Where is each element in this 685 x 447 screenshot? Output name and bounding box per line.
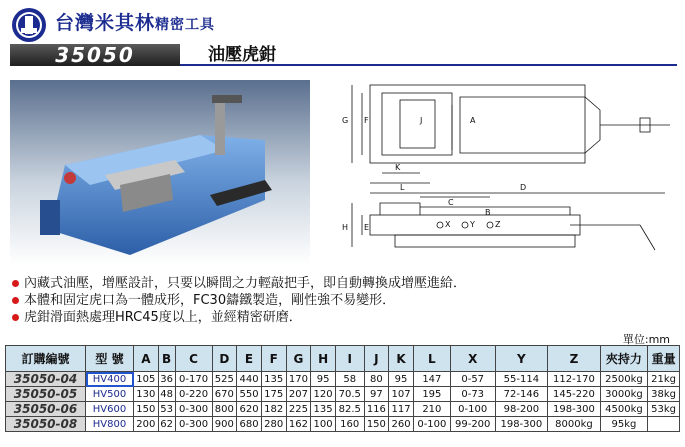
table-cell: 207 — [286, 387, 311, 402]
table-cell: 4500kg — [600, 402, 647, 417]
header-cell: F — [261, 346, 286, 372]
model-type-cell: HV600 — [86, 402, 134, 417]
bullet-icon — [12, 314, 19, 321]
brand-subtitle: 精密工具 — [155, 17, 216, 33]
header-cell: H — [311, 346, 336, 372]
header-cell: G — [286, 346, 311, 372]
table-cell: 440 — [237, 372, 262, 387]
table-cell: 53 — [158, 402, 175, 417]
dim-label-k: K — [395, 163, 401, 172]
table-cell: 105 — [134, 372, 159, 387]
table-cell: 38kg — [648, 387, 680, 402]
feature-item: 內藏式油壓，增壓設計，只要以瞬間之力輕敲把手，即自動轉換成增壓進給． — [12, 275, 466, 292]
table-cell: 210 — [413, 402, 450, 417]
technical-drawing — [340, 75, 680, 265]
table-cell: 95 — [311, 372, 336, 387]
table-cell: 0-300 — [175, 402, 212, 417]
table-cell: 72-146 — [495, 387, 548, 402]
dim-label-x: X — [445, 220, 451, 229]
table-row — [6, 417, 680, 432]
table-cell: 95kg — [600, 417, 647, 432]
table-cell: 36 — [158, 372, 175, 387]
dim-label-d: D — [520, 183, 527, 192]
dim-label-b: B — [485, 208, 491, 217]
header-cell: K — [389, 346, 414, 372]
dim-label-c: C — [448, 198, 454, 207]
table-cell: 200 — [134, 417, 159, 432]
table-cell: 280 — [261, 417, 286, 432]
feature-item: 本體和固定虎口為一體成形，FC30鑄鐵製造，剛性強不易變形． — [12, 292, 466, 309]
table-cell — [648, 417, 680, 432]
table-cell: 225 — [286, 402, 311, 417]
table-cell: 800 — [212, 402, 237, 417]
table-cell: 116 — [364, 402, 389, 417]
product-title: 油壓虎鉗 — [208, 45, 276, 65]
table-cell: 175 — [261, 387, 286, 402]
header-cell: X — [450, 346, 495, 372]
header-cell: 訂購編號 — [6, 346, 86, 372]
model-number: 35050 — [10, 44, 180, 66]
dim-label-h: H — [342, 223, 349, 232]
table-cell: 145-220 — [548, 387, 601, 402]
table-cell: 97 — [364, 387, 389, 402]
unit-label: 單位:mm — [622, 333, 670, 346]
title-bar — [180, 44, 677, 66]
header-cell: D — [212, 346, 237, 372]
table-cell: 0-300 — [175, 417, 212, 432]
table-cell: 100 — [311, 417, 336, 432]
table-cell: 53kg — [648, 402, 680, 417]
header-cell: Y — [495, 346, 548, 372]
dim-label-j: J — [420, 116, 423, 125]
header-cell: 型 號 — [86, 346, 134, 372]
table-cell: 550 — [237, 387, 262, 402]
header-cell: 重量 — [648, 346, 680, 372]
header-cell: 夾持力 — [600, 346, 647, 372]
table-cell: 182 — [261, 402, 286, 417]
table-cell: 900 — [212, 417, 237, 432]
table-cell: 147 — [413, 372, 450, 387]
feature-list — [12, 275, 466, 326]
dim-label-f: F — [364, 116, 369, 125]
table-cell: 198-300 — [548, 402, 601, 417]
header-cell: I — [335, 346, 364, 372]
order-code-cell: 35050-08 — [6, 417, 86, 432]
table-body — [6, 372, 680, 432]
table-cell: 620 — [237, 402, 262, 417]
table-cell: 162 — [286, 417, 311, 432]
dim-label-g: G — [342, 116, 349, 125]
product-photo — [10, 80, 310, 265]
order-code-cell: 35050-05 — [6, 387, 86, 402]
header-cell: L — [413, 346, 450, 372]
table-cell: 135 — [311, 402, 336, 417]
brand-name — [55, 8, 215, 35]
table-cell: 3000kg — [600, 387, 647, 402]
model-type-cell: HV400 — [86, 372, 134, 387]
table-cell: 82.5 — [335, 402, 364, 417]
table-cell: 198-300 — [495, 417, 548, 432]
table-cell: 135 — [261, 372, 286, 387]
table-cell: 55-114 — [495, 372, 548, 387]
brand-logo — [10, 6, 48, 44]
order-code-cell: 35050-04 — [6, 372, 86, 387]
table-cell: 99-200 — [450, 417, 495, 432]
dim-label-y: Y — [470, 220, 475, 229]
table-row — [6, 387, 680, 402]
table-cell: 0-100 — [413, 417, 450, 432]
feature-item: 虎鉗滑面熱處理HRC45度以上，並經精密研磨． — [12, 309, 466, 326]
table-cell: 0-57 — [450, 372, 495, 387]
table-cell: 195 — [413, 387, 450, 402]
table-cell: 80 — [364, 372, 389, 387]
dim-label-e: E — [364, 223, 370, 232]
table-cell: 0-100 — [450, 402, 495, 417]
table-cell: 8000kg — [548, 417, 601, 432]
header-cell: A — [134, 346, 159, 372]
bullet-icon — [12, 280, 19, 287]
table-cell: 0-170 — [175, 372, 212, 387]
header-cell: Z — [548, 346, 601, 372]
table-cell: 95 — [389, 372, 414, 387]
table-cell: 117 — [389, 402, 414, 417]
table-cell: 48 — [158, 387, 175, 402]
table-header-row — [6, 346, 680, 372]
table-cell: 160 — [335, 417, 364, 432]
dim-label-a: A — [470, 116, 476, 125]
table-cell: 680 — [237, 417, 262, 432]
header-cell: E — [237, 346, 262, 372]
table-cell: 58 — [335, 372, 364, 387]
table-cell: 0-220 — [175, 387, 212, 402]
dim-label-l: L — [400, 183, 405, 192]
header-cell: C — [175, 346, 212, 372]
order-code-cell: 35050-06 — [6, 402, 86, 417]
table-row — [6, 372, 680, 387]
table-cell: 21kg — [648, 372, 680, 387]
table-cell: 112-170 — [548, 372, 601, 387]
table-cell: 170 — [286, 372, 311, 387]
spec-table — [5, 345, 680, 432]
table-cell: 2500kg — [600, 372, 647, 387]
header-cell: B — [158, 346, 175, 372]
table-cell: 107 — [389, 387, 414, 402]
table-cell: 98-200 — [495, 402, 548, 417]
table-cell: 0-73 — [450, 387, 495, 402]
table-cell: 260 — [389, 417, 414, 432]
table-cell: 70.5 — [335, 387, 364, 402]
model-type-cell: HV800 — [86, 417, 134, 432]
dim-label-z: Z — [495, 220, 501, 229]
header-cell: J — [364, 346, 389, 372]
brand-title: 台灣米其林 — [55, 12, 156, 34]
table-cell: 525 — [212, 372, 237, 387]
table-row — [6, 402, 680, 417]
table-cell: 130 — [134, 387, 159, 402]
table-cell: 120 — [311, 387, 336, 402]
model-type-cell: HV500 — [86, 387, 134, 402]
table-cell: 670 — [212, 387, 237, 402]
table-cell: 150 — [134, 402, 159, 417]
bullet-icon — [12, 297, 19, 304]
table-cell: 150 — [364, 417, 389, 432]
table-cell: 62 — [158, 417, 175, 432]
